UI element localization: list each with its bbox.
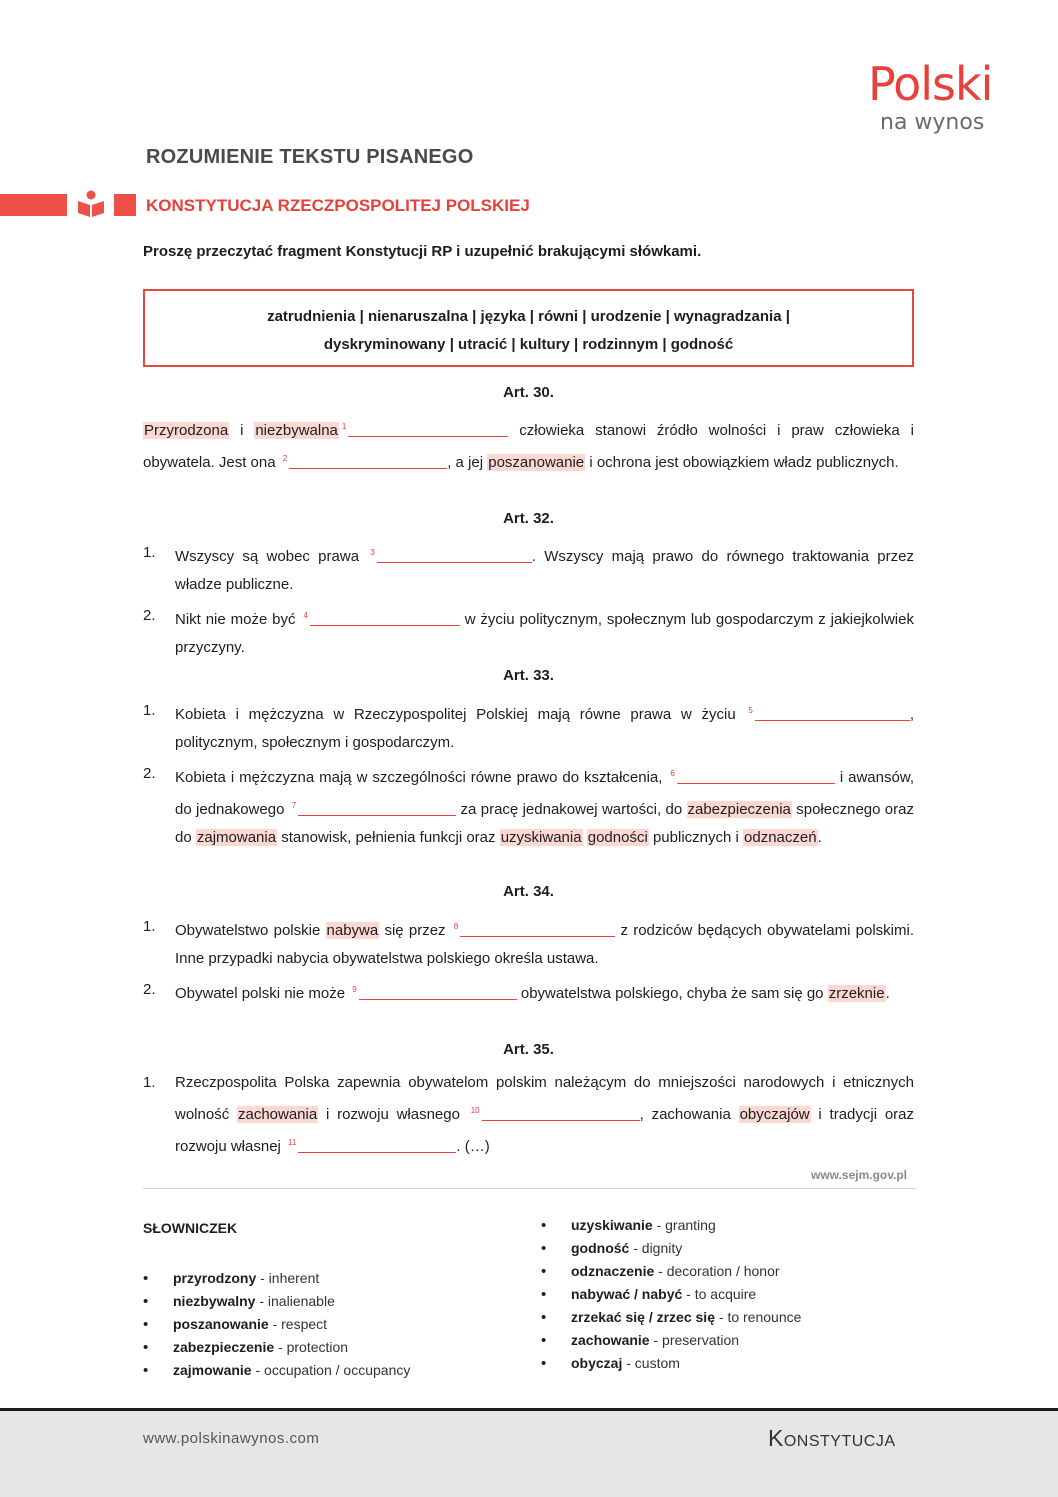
footnote-marker: 5 [748,706,753,715]
highlight-word: nabywa [326,922,379,939]
highlight-word: zrzeknie [828,985,885,1002]
gap-field-1[interactable] [348,421,508,437]
highlight-word: zachowania [237,1106,318,1123]
highlight-word: uzyskiwania [500,829,582,846]
item-number: 2. [143,981,156,998]
item-number: 2. [143,607,156,624]
footnote-marker: 9 [352,985,357,994]
footnote-marker: 11 [288,1138,297,1147]
article-30-heading: Art. 30. [503,384,554,401]
gap-field-6[interactable] [677,768,835,784]
footnote-marker: 10 [470,1106,480,1115]
glossary-item: • odznaczenie - decoration / honor [541,1260,801,1283]
item-number: 1. [143,702,156,719]
logo-title: Polski [868,57,993,111]
book-reader-icon [76,189,106,224]
gap-field-3[interactable] [377,547,532,563]
brand-logo [868,58,1008,136]
item-number: 1. [143,1074,156,1091]
footnote-marker: 8 [453,922,459,931]
gap-field-5[interactable] [755,705,910,721]
glossary-item: • poszanowanie - respect [143,1313,410,1336]
glossary-item: • zrzekać się / zrzec się - to renounce [541,1306,801,1329]
highlight-word: godności [587,829,648,846]
footnote-marker: 4 [303,611,308,620]
instruction-text: Proszę przeczytać fragment Konstytucji RP i uzupełnić brakującymi słówkami. [143,243,702,260]
footnote-marker: 6 [670,769,675,778]
glossary-item: • uzyskiwanie - granting [541,1214,801,1237]
gap-field-10[interactable] [482,1105,640,1121]
gap-field-8[interactable] [460,921,615,937]
divider [143,1188,916,1189]
page-subject: ROZUMIENIE TEKSTU PISANEGO [146,146,474,168]
word-bank-line-2: dyskryminowany | utracić | kultury | rodzinnym | godność [323,336,734,353]
glossary-item: • godność - dignity [541,1237,801,1260]
article-32-heading: Art. 32. [503,510,554,527]
highlight-word: zabezpieczenia [687,801,791,818]
article-33-item-2: 2. Kobieta i mężczyzna mają w szczególności równe prawo do kształcenia, $^6$ i awansów, do jednakowego $^7$ za pracę jednakowej wartości, do zabezpieczenia społecznego oraz do zajmowania stanowisk, pełnienia funkcji oraz uzyskiwania godności publicznych i odznaczeń. [143,760,914,852]
glossary-list-left [143,1267,410,1382]
article-34-item-1: 1. Obywatelstwo polskie nabywa się przez $^8$ z rodziców będących obywatelami polskimi. Inne przypadki nabycia obywatelstwa polskiego określa ustawa. [143,913,914,973]
footnote-marker: 1 [341,422,347,431]
highlight-word: obyczajów [739,1106,810,1123]
accent-bar-left [0,194,67,216]
glossary-item: • niezbywalny - inalienable [143,1290,410,1313]
article-35-heading: Art. 35. [503,1041,554,1058]
gap-field-7[interactable] [298,800,456,816]
footer-url-link[interactable]: www.polskinawynos.com [143,1430,320,1447]
highlight-word: zajmowania [196,829,277,846]
glossary-item: • zachowanie - preservation [541,1329,801,1352]
glossary-item: • przyrodzony - inherent [143,1267,410,1290]
word-bank [143,289,914,367]
logo-subtitle: na wynos [880,110,985,135]
glossary-item: • obyczaj - custom [541,1352,801,1375]
glossary-list-right [541,1214,801,1375]
topic-title: KONSTYTUCJA RZECZPOSPOLITEJ POLSKIEJ [146,196,530,215]
gap-field-9[interactable] [359,984,517,1000]
item-number: 1. [143,544,156,561]
footnote-marker: 3 [370,548,375,557]
gap-field-2[interactable] [289,453,447,469]
gap-field-11[interactable] [298,1137,456,1153]
glossary-item: • zabezpieczenie - protection [143,1336,410,1359]
source-link[interactable]: www.sejm.gov.pl [811,1168,908,1182]
article-34-item-2: 2. Obywatel polski nie może $^9$ obywatelstwa polskiego, chyba że sam się go zrzeknie. [143,976,914,1008]
footer-title: Konstytucja [768,1425,896,1451]
article-33-heading: Art. 33. [503,667,554,684]
article-30-text: Przyrodzona i niezbywalna $^1$ człowieka stanowi źródło wolności i praw człowieka i obywatela. Jest ona $^2$ , a jej poszanowanie i ochrona jest obowiązkiem władz publicznych. [143,422,914,471]
highlight-word: Przyrodzona [144,422,229,439]
article-32-item-2: 2. Nikt nie może być $^4$ w życiu politycznym, społecznym lub gospodarczym z jakiejkolwiek przyczyny. [143,602,914,662]
glossary-item: • nabywać / nabyć - to acquire [541,1283,801,1306]
footer [0,1411,1058,1497]
highlight-word: poszanowanie [488,454,585,471]
article-35-item-1: 1. Rzeczpospolita Polska zapewnia obywatelom polskim należącym do mniejszości narodowych i etnicznych wolność zachowania i rozwoju własnego $^{10}$ , zachowania obyczajów i tradycji oraz rozwoju własnej $^{11}$ . (…) [143,1069,914,1161]
article-34-heading: Art. 34. [503,883,554,900]
item-number: 1. [143,918,156,935]
article-33-item-1: 1. Kobieta i mężczyzna w Rzeczypospolitej Polskiej mają równe prawa w życiu $^5$ , politycznym, społecznym i gospodarczym. [143,697,914,757]
item-number: 2. [143,765,156,782]
gap-field-4[interactable] [310,610,460,626]
highlight-word: odznaczeń [744,829,817,846]
footnote-marker: 2 [282,454,288,463]
accent-bar-right [114,194,136,216]
article-32-item-1: 1. Wszyscy są wobec prawa $^3$ . Wszyscy mają prawo do równego traktowania przez władze publiczne. [143,539,914,599]
highlight-word: niezbywalna [255,422,338,439]
glossary-title: SŁOWNICZEK [143,1220,238,1236]
glossary-item: • zajmowanie - occupation / occupancy [143,1359,410,1382]
footnote-marker: 7 [291,801,297,810]
word-bank-line-1: zatrudnienia | nienaruszalna | języka | równi | urodzenie | wynagradzania | [267,308,790,325]
